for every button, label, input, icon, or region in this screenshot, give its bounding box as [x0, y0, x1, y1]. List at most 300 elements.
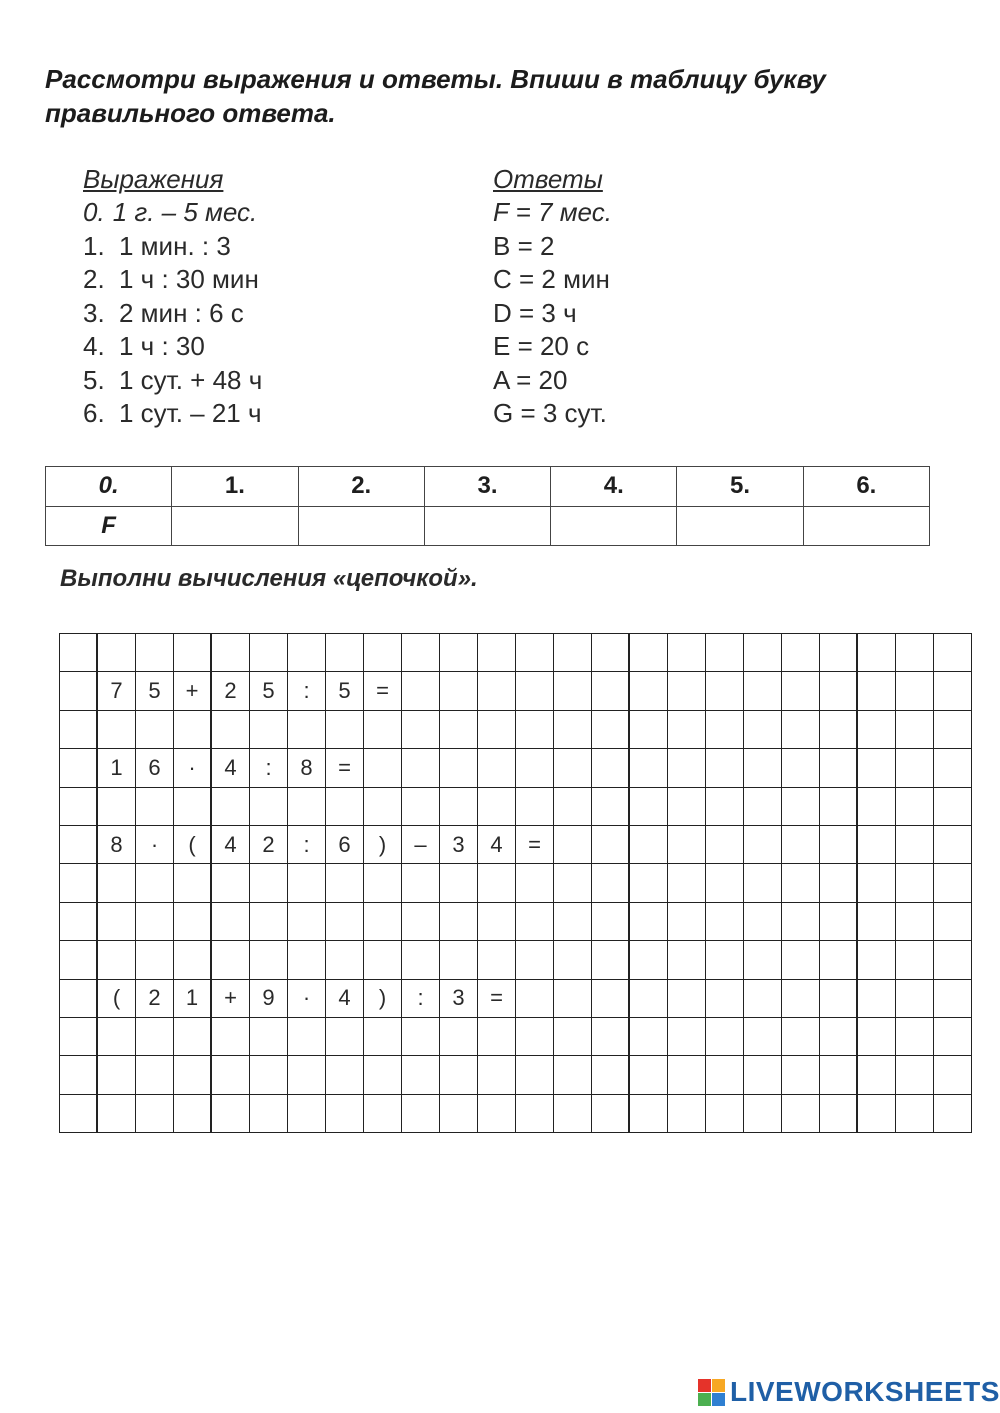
chain-grid-cell[interactable]: [630, 941, 668, 979]
chain-grid-cell[interactable]: [212, 788, 250, 826]
chain-grid-cell[interactable]: [478, 1095, 516, 1133]
chain-grid-cell[interactable]: [136, 941, 174, 979]
chain-grid-cell[interactable]: [60, 711, 98, 749]
chain-grid-cell[interactable]: [402, 941, 440, 979]
chain-grid-cell[interactable]: [896, 711, 934, 749]
chain-grid-cell[interactable]: [402, 1018, 440, 1056]
chain-grid-cell[interactable]: [98, 903, 136, 941]
chain-grid-cell[interactable]: [288, 1018, 326, 1056]
chain-grid-cell[interactable]: [136, 864, 174, 902]
answer-cell-3[interactable]: [424, 506, 550, 546]
chain-grid-cell[interactable]: [820, 826, 858, 864]
chain-grid-cell[interactable]: [592, 711, 630, 749]
chain-grid-cell[interactable]: [630, 864, 668, 902]
chain-grid-cell[interactable]: [212, 711, 250, 749]
chain-grid-cell[interactable]: [744, 749, 782, 787]
chain-grid-cell[interactable]: [326, 1095, 364, 1133]
chain-grid-cell[interactable]: [174, 864, 212, 902]
chain-grid-cell[interactable]: [364, 1095, 402, 1133]
chain-grid-cell[interactable]: [98, 864, 136, 902]
chain-grid-cell[interactable]: [402, 864, 440, 902]
chain-grid-cell[interactable]: [554, 634, 592, 672]
chain-grid-cell[interactable]: [136, 634, 174, 672]
chain-grid-cell[interactable]: [554, 672, 592, 710]
chain-grid-cell[interactable]: [744, 941, 782, 979]
answer-cell-2[interactable]: [298, 506, 424, 546]
chain-grid-cell[interactable]: [782, 1056, 820, 1094]
chain-grid-cell[interactable]: [858, 903, 896, 941]
chain-grid-cell[interactable]: [858, 826, 896, 864]
chain-grid-cell[interactable]: [98, 634, 136, 672]
chain-grid-cell[interactable]: [174, 788, 212, 826]
answer-input-1[interactable]: [172, 507, 297, 546]
chain-grid-cell[interactable]: [896, 788, 934, 826]
chain-grid-cell[interactable]: [554, 1095, 592, 1133]
chain-grid-cell[interactable]: [592, 980, 630, 1018]
chain-grid-cell[interactable]: [858, 1095, 896, 1133]
chain-grid-cell[interactable]: [668, 711, 706, 749]
chain-grid-cell[interactable]: [516, 711, 554, 749]
answer-input-6[interactable]: [804, 507, 929, 546]
chain-grid-cell[interactable]: [288, 941, 326, 979]
chain-grid-cell[interactable]: [592, 864, 630, 902]
chain-grid-cell[interactable]: [554, 1018, 592, 1056]
chain-grid-cell[interactable]: [440, 749, 478, 787]
chain-grid-cell[interactable]: [174, 711, 212, 749]
chain-grid-cell[interactable]: [212, 1095, 250, 1133]
chain-grid-cell[interactable]: [630, 711, 668, 749]
chain-grid-cell[interactable]: [516, 672, 554, 710]
chain-grid-cell[interactable]: [478, 1056, 516, 1094]
chain-grid-cell[interactable]: [212, 864, 250, 902]
chain-symbol-cell: 5: [136, 672, 174, 710]
chain-grid-cell[interactable]: [858, 788, 896, 826]
chain-grid-cell[interactable]: [402, 1056, 440, 1094]
chain-grid-cell[interactable]: [706, 1056, 744, 1094]
chain-grid-cell[interactable]: [326, 903, 364, 941]
chain-grid-cell[interactable]: [288, 903, 326, 941]
chain-grid-cell[interactable]: [516, 980, 554, 1018]
chain-grid-cell[interactable]: [554, 711, 592, 749]
chain-grid-cell[interactable]: [288, 634, 326, 672]
chain-grid-cell[interactable]: [782, 903, 820, 941]
answer-input-5[interactable]: [677, 507, 802, 546]
chain-grid-cell[interactable]: [174, 1095, 212, 1133]
chain-grid-cell[interactable]: [212, 1056, 250, 1094]
chain-grid-cell[interactable]: [858, 864, 896, 902]
chain-symbol-cell: +: [212, 980, 250, 1018]
chain-grid-cell[interactable]: [326, 1018, 364, 1056]
chain-grid-cell[interactable]: [896, 980, 934, 1018]
chain-grid-cell[interactable]: [60, 749, 98, 787]
chain-grid-cell[interactable]: [668, 634, 706, 672]
chain-grid-cell[interactable]: [668, 941, 706, 979]
chain-grid-cell[interactable]: [896, 826, 934, 864]
task1-heading: Рассмотри выражения и ответы. Впиши в таблицу букву правильного ответа.: [45, 64, 826, 128]
chain-grid-cell[interactable]: [478, 711, 516, 749]
chain-grid-cell[interactable]: [478, 634, 516, 672]
chain-grid-cell[interactable]: [820, 980, 858, 1018]
chain-grid-cell[interactable]: [592, 941, 630, 979]
chain-grid-cell[interactable]: [782, 788, 820, 826]
chain-symbol-cell: ·: [288, 980, 326, 1018]
chain-grid-cell[interactable]: [630, 903, 668, 941]
chain-grid-cell[interactable]: [440, 1056, 478, 1094]
chain-grid-cell[interactable]: [630, 749, 668, 787]
chain-grid-cell[interactable]: [98, 1018, 136, 1056]
chain-grid-cell[interactable]: [364, 788, 402, 826]
chain-grid-cell[interactable]: [136, 788, 174, 826]
chain-grid-cell[interactable]: [402, 672, 440, 710]
chain-grid-cell[interactable]: [782, 749, 820, 787]
chain-grid-cell[interactable]: [60, 672, 98, 710]
chain-grid-cell[interactable]: [592, 634, 630, 672]
chain-grid-cell[interactable]: [136, 711, 174, 749]
chain-grid-cell[interactable]: [364, 711, 402, 749]
chain-grid-cell[interactable]: [744, 1095, 782, 1133]
chain-grid-cell[interactable]: [440, 711, 478, 749]
chain-grid-cell[interactable]: [858, 941, 896, 979]
expressions-column: [83, 163, 262, 431]
chain-grid-cell[interactable]: [896, 903, 934, 941]
chain-grid-cell[interactable]: [858, 711, 896, 749]
answer-cell-6[interactable]: [803, 506, 929, 546]
chain-grid-cell[interactable]: [668, 826, 706, 864]
chain-grid-cell[interactable]: [744, 903, 782, 941]
chain-grid-cell[interactable]: [364, 1056, 402, 1094]
chain-grid-cell[interactable]: [250, 941, 288, 979]
chain-grid-cell[interactable]: [478, 749, 516, 787]
chain-grid-cell[interactable]: [820, 864, 858, 902]
chain-grid-cell[interactable]: [288, 1095, 326, 1133]
chain-grid-cell[interactable]: [288, 864, 326, 902]
chain-grid-cell[interactable]: [60, 1056, 98, 1094]
answer-table-header: 1.: [172, 467, 298, 507]
chain-grid-cell[interactable]: [60, 1018, 98, 1056]
chain-grid-cell[interactable]: [440, 788, 478, 826]
chain-grid-cell[interactable]: [326, 1056, 364, 1094]
chain-grid-cell[interactable]: [744, 672, 782, 710]
chain-grid-cell[interactable]: [516, 1056, 554, 1094]
chain-grid-cell[interactable]: [858, 980, 896, 1018]
chain-grid-cell[interactable]: [326, 634, 364, 672]
chain-grid-cell[interactable]: [60, 826, 98, 864]
chain-grid-cell[interactable]: [212, 634, 250, 672]
chain-grid-cell[interactable]: [934, 903, 972, 941]
chain-grid-cell[interactable]: [136, 1056, 174, 1094]
answer-cell-5[interactable]: [677, 506, 803, 546]
chain-grid-cell[interactable]: [478, 1018, 516, 1056]
chain-symbol-cell: 2: [250, 826, 288, 864]
chain-grid-cell[interactable]: [60, 634, 98, 672]
chain-grid-cell[interactable]: [174, 903, 212, 941]
chain-grid-cell[interactable]: [98, 1056, 136, 1094]
chain-grid-cell[interactable]: [478, 903, 516, 941]
chain-grid-cell[interactable]: [250, 1095, 288, 1133]
chain-symbol-cell: +: [174, 672, 212, 710]
chain-grid-cell[interactable]: [706, 980, 744, 1018]
chain-grid-cell[interactable]: [782, 1018, 820, 1056]
chain-grid-cell[interactable]: [174, 941, 212, 979]
answer-table-header: 0.: [46, 467, 172, 507]
chain-grid-cell[interactable]: [554, 941, 592, 979]
chain-grid-cell[interactable]: [934, 634, 972, 672]
chain-grid-cell[interactable]: [934, 749, 972, 787]
chain-grid-cell[interactable]: [592, 1018, 630, 1056]
chain-grid-cell[interactable]: [706, 711, 744, 749]
chain-grid-cell[interactable]: [820, 788, 858, 826]
chain-grid-cell[interactable]: [668, 1018, 706, 1056]
answer-cell-1[interactable]: [172, 506, 298, 546]
chain-grid-cell[interactable]: [668, 864, 706, 902]
answer-input-2[interactable]: [299, 507, 424, 546]
chain-grid-cell[interactable]: [212, 1018, 250, 1056]
chain-grid-cell[interactable]: [440, 1095, 478, 1133]
chain-grid-cell[interactable]: [516, 941, 554, 979]
chain-grid-cell[interactable]: [706, 672, 744, 710]
chain-grid-cell[interactable]: [934, 1018, 972, 1056]
chain-grid-cell[interactable]: [98, 1095, 136, 1133]
chain-grid-cell[interactable]: [174, 1018, 212, 1056]
chain-grid-cell[interactable]: [554, 903, 592, 941]
chain-grid-cell[interactable]: [516, 788, 554, 826]
chain-grid-cell[interactable]: [858, 1018, 896, 1056]
chain-grid-cell[interactable]: [820, 1018, 858, 1056]
chain-grid-cell[interactable]: [592, 749, 630, 787]
chain-grid-cell[interactable]: [668, 903, 706, 941]
chain-grid-cell[interactable]: [934, 864, 972, 902]
chain-grid-cell[interactable]: [896, 634, 934, 672]
chain-grid-cell[interactable]: [516, 1095, 554, 1133]
expression-item: 1. 1 мин. : 3: [83, 230, 231, 261]
chain-grid-cell[interactable]: [554, 788, 592, 826]
chain-grid-cell[interactable]: [820, 672, 858, 710]
chain-grid-cell[interactable]: [478, 941, 516, 979]
chain-grid-cell[interactable]: [554, 864, 592, 902]
chain-grid-cell[interactable]: [820, 634, 858, 672]
chain-grid-cell[interactable]: [896, 1056, 934, 1094]
chain-grid-cell[interactable]: [98, 788, 136, 826]
chain-grid-cell[interactable]: [440, 903, 478, 941]
chain-grid-cell[interactable]: [782, 980, 820, 1018]
chain-grid-cell[interactable]: [440, 864, 478, 902]
chain-grid-cell[interactable]: [934, 711, 972, 749]
chain-grid-cell[interactable]: [250, 634, 288, 672]
chain-grid-cell[interactable]: [782, 634, 820, 672]
chain-grid-cell[interactable]: [554, 980, 592, 1018]
chain-grid-cell[interactable]: [630, 826, 668, 864]
chain-grid-cell[interactable]: [174, 634, 212, 672]
chain-grid-cell[interactable]: [858, 749, 896, 787]
chain-symbol-cell: 7: [98, 672, 136, 710]
chain-grid-cell[interactable]: [744, 864, 782, 902]
chain-grid-cell[interactable]: [592, 672, 630, 710]
answer-input-3[interactable]: [425, 507, 550, 546]
chain-grid-cell[interactable]: [402, 711, 440, 749]
chain-grid-cell[interactable]: [326, 864, 364, 902]
chain-grid-cell[interactable]: [630, 1056, 668, 1094]
chain-grid-cell[interactable]: [326, 788, 364, 826]
chain-grid-cell[interactable]: [934, 941, 972, 979]
chain-grid-cell[interactable]: [668, 788, 706, 826]
liveworksheets-mark-icon: [698, 1379, 725, 1406]
chain-grid-cell[interactable]: [934, 826, 972, 864]
chain-grid-cell[interactable]: [896, 864, 934, 902]
chain-grid-cell[interactable]: [98, 711, 136, 749]
chain-grid-cell[interactable]: [782, 826, 820, 864]
chain-grid-cell[interactable]: [554, 749, 592, 787]
chain-grid-cell[interactable]: [858, 672, 896, 710]
chain-grid-cell[interactable]: [516, 634, 554, 672]
chain-grid-cell[interactable]: [706, 826, 744, 864]
chain-grid-cell[interactable]: [440, 672, 478, 710]
chain-grid-cell[interactable]: [782, 941, 820, 979]
chain-grid-cell[interactable]: [402, 903, 440, 941]
chain-grid-cell[interactable]: [174, 1056, 212, 1094]
chain-grid-cell[interactable]: [326, 941, 364, 979]
chain-grid-cell[interactable]: [478, 864, 516, 902]
chain-grid-cell[interactable]: [820, 1056, 858, 1094]
chain-grid-cell[interactable]: [288, 788, 326, 826]
chain-grid-cell[interactable]: [98, 941, 136, 979]
chain-grid-cell[interactable]: [782, 711, 820, 749]
answer-input-4[interactable]: [551, 507, 676, 546]
chain-grid-cell[interactable]: [440, 634, 478, 672]
chain-grid-cell[interactable]: [630, 980, 668, 1018]
answer-cell-4[interactable]: [551, 506, 677, 546]
chain-grid-cell[interactable]: [934, 980, 972, 1018]
chain-grid-cell[interactable]: [820, 941, 858, 979]
chain-grid-cell[interactable]: [592, 826, 630, 864]
chain-grid-cell[interactable]: [440, 1018, 478, 1056]
chain-grid-cell[interactable]: [706, 864, 744, 902]
chain-grid-cell[interactable]: [744, 826, 782, 864]
chain-grid-cell[interactable]: [212, 941, 250, 979]
chain-grid-cell[interactable]: [668, 1095, 706, 1133]
chain-grid-cell[interactable]: [820, 749, 858, 787]
chain-grid-cell[interactable]: [782, 864, 820, 902]
chain-grid-cell[interactable]: [706, 941, 744, 979]
chain-grid-cell[interactable]: [554, 826, 592, 864]
chain-grid-cell[interactable]: [744, 788, 782, 826]
chain-grid-cell[interactable]: [402, 1095, 440, 1133]
chain-grid-cell[interactable]: [250, 903, 288, 941]
chain-grid-cell[interactable]: [136, 1095, 174, 1133]
chain-grid-cell[interactable]: [592, 903, 630, 941]
chain-grid-cell[interactable]: [440, 941, 478, 979]
chain-grid-cell[interactable]: [630, 1095, 668, 1133]
chain-grid-cell[interactable]: [250, 1056, 288, 1094]
chain-grid-cell[interactable]: [516, 749, 554, 787]
chain-grid-cell[interactable]: [820, 903, 858, 941]
chain-grid-cell[interactable]: [136, 903, 174, 941]
chain-symbol-cell: =: [516, 826, 554, 864]
chain-grid-cell[interactable]: [402, 634, 440, 672]
chain-grid-cell[interactable]: [896, 1095, 934, 1133]
chain-grid-cell[interactable]: [668, 1056, 706, 1094]
chain-grid-cell[interactable]: [896, 1018, 934, 1056]
chain-grid-cell[interactable]: [630, 1018, 668, 1056]
chain-grid-cell[interactable]: [934, 788, 972, 826]
chain-grid-cell[interactable]: [820, 1095, 858, 1133]
chain-grid-cell[interactable]: [896, 749, 934, 787]
chain-grid-cell[interactable]: [402, 788, 440, 826]
chain-grid-cell[interactable]: [60, 980, 98, 1018]
chain-grid-cell[interactable]: [60, 903, 98, 941]
chain-grid-cell[interactable]: [250, 864, 288, 902]
chain-grid-cell[interactable]: [896, 672, 934, 710]
chain-grid-cell[interactable]: [706, 749, 744, 787]
chain-grid-cell[interactable]: [60, 788, 98, 826]
chain-grid-cell[interactable]: [668, 980, 706, 1018]
chain-grid-cell[interactable]: [516, 864, 554, 902]
chain-grid-cell[interactable]: [706, 1095, 744, 1133]
chain-grid-cell[interactable]: [60, 864, 98, 902]
chain-grid-cell[interactable]: [668, 672, 706, 710]
chain-grid-cell[interactable]: [744, 1056, 782, 1094]
chain-grid-cell[interactable]: [364, 903, 402, 941]
chain-grid-cell[interactable]: [288, 711, 326, 749]
chain-grid-cell[interactable]: [782, 1095, 820, 1133]
chain-grid-cell[interactable]: [706, 1018, 744, 1056]
chain-grid-cell[interactable]: [820, 711, 858, 749]
chain-grid-cell[interactable]: [364, 634, 402, 672]
chain-grid-cell[interactable]: [516, 903, 554, 941]
chain-grid-cell[interactable]: [934, 672, 972, 710]
chain-grid-cell[interactable]: [592, 1095, 630, 1133]
chain-grid-cell[interactable]: [478, 788, 516, 826]
chain-grid-cell[interactable]: [516, 1018, 554, 1056]
chain-grid-cell[interactable]: [288, 1056, 326, 1094]
chain-grid-cell[interactable]: [250, 788, 288, 826]
chain-grid-cell[interactable]: [630, 672, 668, 710]
chain-grid-cell[interactable]: [402, 749, 440, 787]
chain-grid-cell[interactable]: [250, 1018, 288, 1056]
chain-grid-cell[interactable]: [364, 749, 402, 787]
chain-grid-cell[interactable]: [782, 672, 820, 710]
chain-grid-cell[interactable]: [896, 941, 934, 979]
chain-grid-cell[interactable]: [364, 1018, 402, 1056]
chain-grid-cell[interactable]: [364, 864, 402, 902]
chain-grid-cell[interactable]: [744, 1018, 782, 1056]
chain-grid-cell[interactable]: [554, 1056, 592, 1094]
chain-grid-cell[interactable]: [934, 1056, 972, 1094]
chain-grid-cell[interactable]: [934, 1095, 972, 1133]
chain-grid-cell[interactable]: [592, 788, 630, 826]
chain-grid-cell[interactable]: [668, 749, 706, 787]
chain-grid-cell[interactable]: [706, 788, 744, 826]
chain-grid-cell[interactable]: [630, 788, 668, 826]
chain-grid-cell[interactable]: [744, 634, 782, 672]
chain-grid-cell[interactable]: [478, 672, 516, 710]
chain-grid-cell[interactable]: [364, 941, 402, 979]
chain-grid-cell[interactable]: [630, 634, 668, 672]
chain-grid-cell[interactable]: [744, 711, 782, 749]
chain-grid-cell[interactable]: [212, 903, 250, 941]
chain-symbol-cell: =: [326, 749, 364, 787]
chain-grid-cell[interactable]: [592, 1056, 630, 1094]
chain-grid-cell[interactable]: [250, 711, 288, 749]
chain-grid-cell[interactable]: [706, 903, 744, 941]
chain-grid-cell[interactable]: [858, 1056, 896, 1094]
chain-grid-cell[interactable]: [326, 711, 364, 749]
chain-grid-cell[interactable]: [858, 634, 896, 672]
chain-grid-cell[interactable]: [60, 1095, 98, 1133]
chain-grid-cell[interactable]: [706, 634, 744, 672]
chain-grid-cell[interactable]: [60, 941, 98, 979]
chain-grid-cell[interactable]: [136, 1018, 174, 1056]
chain-grid-cell[interactable]: [744, 980, 782, 1018]
